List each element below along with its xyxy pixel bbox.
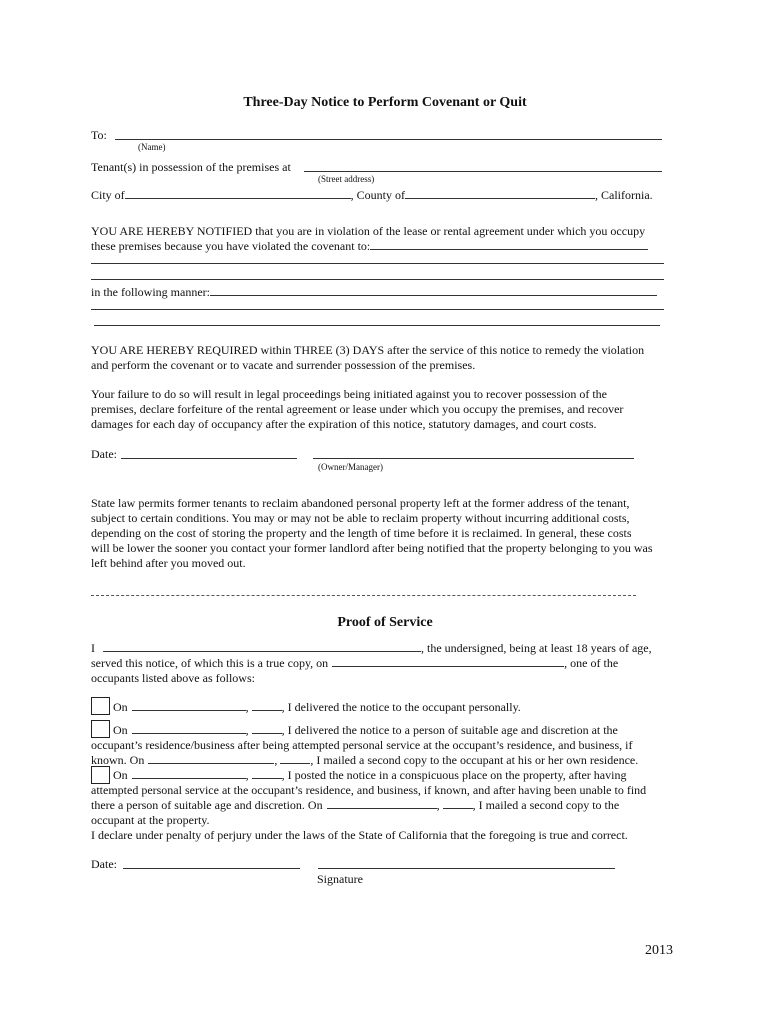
option-3-date-field[interactable] <box>132 768 246 779</box>
city-row <box>91 188 681 203</box>
option-2-mail-date-field[interactable] <box>148 753 274 764</box>
proof-intro <box>91 641 681 686</box>
option-2-text: , I delivered the notice to a person of suitable age and discretion at the <box>281 723 618 737</box>
owner-signature-field[interactable] <box>313 458 634 459</box>
city-field[interactable] <box>125 188 351 199</box>
option-2-date-field[interactable] <box>132 723 246 734</box>
occupants-text: occupants listed above as follows: <box>91 671 255 685</box>
option-3-cont <box>91 783 681 843</box>
name-caption: (Name) <box>138 142 166 152</box>
option-3-on: On <box>113 768 128 782</box>
option-2-year-field[interactable] <box>252 723 282 734</box>
county-field[interactable] <box>405 188 595 199</box>
page-title: Three-Day Notice to Perform Covenant or Quit <box>243 95 527 110</box>
option-2-line-3: known. On , , I mailed a second copy to the occupant at his or her own residence. <box>91 753 639 767</box>
served-row <box>91 656 681 671</box>
manner-field-line-2[interactable] <box>91 309 664 310</box>
known-on: known. On <box>91 753 145 767</box>
required-line-1: YOU ARE HEREBY REQUIRED within THREE (3) DAYS after the service of this notice to remedy the violation <box>91 343 645 357</box>
option-3-year-field[interactable] <box>252 768 282 779</box>
property-line-3: depending on the cost of storing the property and the length of time before it is reclaimed. In general, these costs <box>91 526 632 540</box>
i-label: I <box>91 641 95 655</box>
one-of-text: , one of the <box>564 656 619 670</box>
option-2-cont <box>91 738 681 768</box>
manner-field-line-3[interactable] <box>94 325 660 326</box>
covenant-label: these premises because you have violated the covenant to: <box>91 239 371 253</box>
manner-label: in the following manner: <box>91 285 210 299</box>
option-3-line-3: there a person of suitable age and discretion. On , , I mailed a second copy to the <box>91 798 620 812</box>
property-line-5: left behind after you moved out. <box>91 556 246 570</box>
city-label: City of <box>91 188 125 202</box>
option-2-row: On , , I delivered the notice to a person of suitable age and discretion at the <box>113 723 618 737</box>
discretion-on: there a person of suitable age and discretion. On <box>91 798 323 812</box>
option-1-date-field[interactable] <box>132 700 246 711</box>
option-2-line-2: occupant’s residence/business after being attempted personal service at the occupant’s residence, and business, if <box>91 738 633 752</box>
violation-line-1: YOU ARE HEREBY NOTIFIED that you are in violation of the lease or rental agreement under which you occupy <box>91 224 646 238</box>
tenants-row <box>91 160 681 175</box>
proof-date-row <box>91 857 681 872</box>
signature-field[interactable] <box>318 868 615 869</box>
required-line-2: and perform the covenant or to vacate and surrender possession of the premises. <box>91 358 476 372</box>
option-2-mail-year-field[interactable] <box>280 753 310 764</box>
covenant-field-line-2[interactable] <box>91 263 664 264</box>
covenant-field-line-3[interactable] <box>91 279 664 280</box>
option-3-text: , I posted the notice in a conspicuous place on the property, after having <box>281 768 627 782</box>
option-3-mail-date-field[interactable] <box>327 798 437 809</box>
street-address-field[interactable] <box>304 171 662 172</box>
option-3-line-4: occupant at the property. <box>91 813 210 827</box>
served-on-field[interactable] <box>332 656 564 667</box>
personal-delivery-checkbox[interactable] <box>91 697 110 715</box>
declaration-text: I declare under penalty of perjury under the laws of the State of California that the foregoing is true and correct. <box>91 828 628 842</box>
option-3-mail-year-field[interactable] <box>443 798 473 809</box>
option-2-mail-text: , I mailed a second copy to the occupant at his or her own residence. <box>310 753 639 767</box>
proof-date-label: Date: <box>91 857 117 871</box>
to-label: To: <box>91 128 107 142</box>
notice-date-field[interactable] <box>121 458 297 459</box>
manner-field[interactable] <box>210 285 657 296</box>
substitute-service-checkbox[interactable] <box>91 720 110 738</box>
option-1-row: On , , I delivered the notice to the occupant personally. <box>113 700 521 714</box>
signature-caption: Signature <box>317 872 363 886</box>
abandoned-property-paragraph <box>91 496 681 571</box>
server-name-row <box>91 641 681 656</box>
date-label: Date: <box>91 447 117 461</box>
required-paragraph <box>91 343 681 373</box>
cut-line <box>91 595 636 596</box>
option-3-row: On , , I posted the notice in a conspicuous place on the property, after having <box>113 768 627 782</box>
option-3-mail-text: , I mailed a second copy to the <box>472 798 620 812</box>
served-text: served this notice, of which this is a true copy, on <box>91 656 329 670</box>
failure-line-2: premises, declare forfeiture of the rental agreement or lease under which you occupy the premises, and recover <box>91 402 624 416</box>
posting-service-checkbox[interactable] <box>91 766 110 784</box>
option-2-on: On <box>113 723 128 737</box>
to-row <box>91 128 681 143</box>
state-label: , California. <box>595 188 653 202</box>
year-footer: 2013 <box>645 943 673 958</box>
violation-line-2 <box>91 239 681 254</box>
option-1-year-field[interactable] <box>252 700 282 711</box>
option-1-text: , I delivered the notice to the occupant personally. <box>281 700 521 714</box>
server-name-field[interactable] <box>103 641 421 652</box>
option-1-on: On <box>113 700 128 714</box>
undersigned-text: , the undersigned, being at least 18 years of age, <box>421 641 652 655</box>
owner-caption: (Owner/Manager) <box>318 462 383 472</box>
failure-paragraph <box>91 387 681 432</box>
proof-date-field[interactable] <box>123 868 300 869</box>
option-3-line-2: attempted personal service at the occupant’s residence, and business, if known, and after having been unable to find <box>91 783 647 797</box>
property-line-4: will be lower the sooner you contact your former landlord after being notified that the property belonging to you was <box>91 541 653 555</box>
failure-line-3: damages for each day of occupancy after the expiration of this notice, statutory damages, and court costs. <box>91 417 597 431</box>
covenant-field[interactable] <box>370 239 648 250</box>
violation-paragraph <box>91 224 681 254</box>
name-field[interactable] <box>115 139 662 140</box>
manner-row <box>91 285 681 300</box>
street-caption: (Street address) <box>318 174 375 184</box>
failure-line-1: Your failure to do so will result in legal proceedings being initiated against you to recover possession of the <box>91 387 608 401</box>
property-line-1: State law permits former tenants to reclaim abandoned personal property left at the former address of the tenant, <box>91 496 630 510</box>
notice-date-row <box>91 447 681 462</box>
tenants-label: Tenant(s) in possession of the premises at <box>91 160 291 174</box>
county-label: , County of <box>350 188 406 202</box>
property-line-2: subject to certain conditions. You may or may not be able to reclaim property without incurring additional costs, <box>91 511 630 525</box>
proof-title: Proof of Service <box>337 615 433 630</box>
